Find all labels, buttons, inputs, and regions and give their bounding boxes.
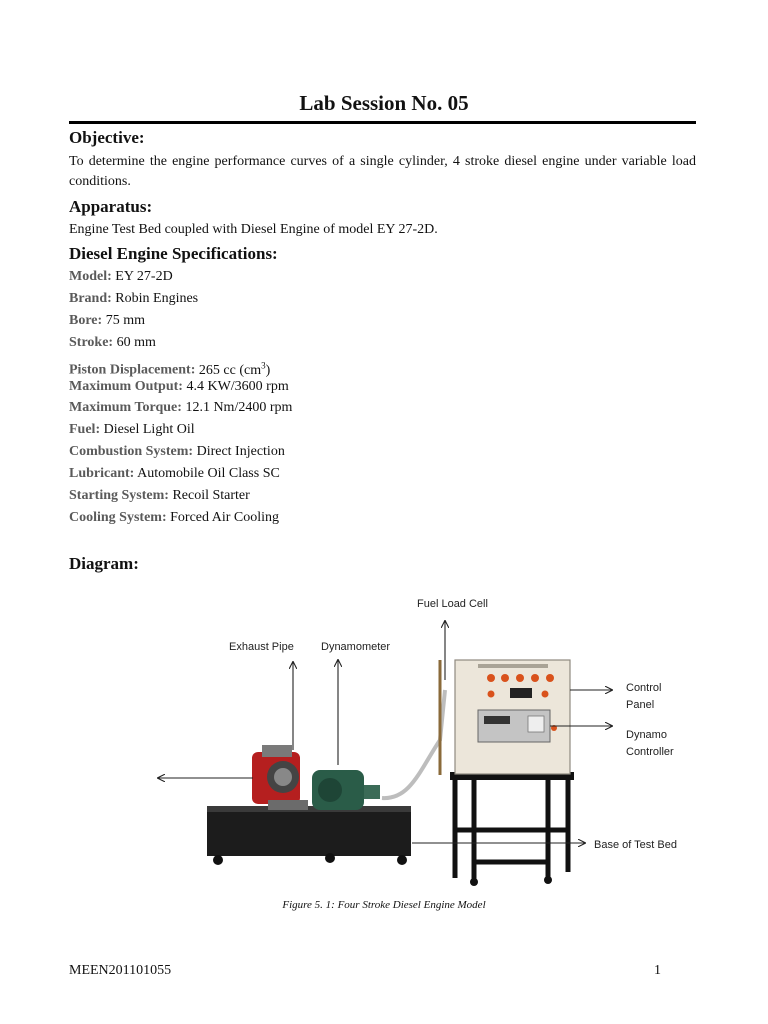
diesel-engine bbox=[252, 745, 308, 810]
spec-value bbox=[198, 360, 271, 378]
spec-item-max-torque bbox=[69, 398, 292, 418]
label-base-of-test-bed: Base of Test Bed bbox=[594, 839, 677, 851]
label-dynamo-controller-line2: Controller bbox=[626, 746, 674, 758]
spec-key: Lubricant: bbox=[69, 466, 135, 481]
spec-value: Robin Engines bbox=[115, 291, 199, 306]
spec-key: Bore: bbox=[69, 313, 103, 328]
spec-value: Direct Injection bbox=[196, 444, 285, 459]
spec-key: Maximum Output: bbox=[69, 379, 183, 394]
spec-value: 4.4 KW/3600 rpm bbox=[186, 379, 289, 394]
label-control-panel-line2: Panel bbox=[626, 699, 655, 711]
spec-item-combustion-system bbox=[69, 442, 285, 462]
control-cabinet bbox=[455, 660, 570, 774]
spec-key: Cooling System: bbox=[69, 510, 167, 525]
spec-item-bore bbox=[69, 311, 145, 331]
label-control-panel-line1: Control bbox=[626, 682, 662, 694]
spec-key: Stroke: bbox=[69, 335, 114, 350]
label-exhaust-pipe: Exhaust Pipe bbox=[229, 641, 294, 653]
label-dynamo-controller-line1: Dynamo bbox=[626, 729, 667, 741]
spec-key: Starting System: bbox=[69, 488, 169, 503]
spec-item-max-output bbox=[69, 377, 289, 397]
engine-test-bed-diagram bbox=[150, 590, 710, 895]
label-dynamometer: Dynamometer bbox=[321, 641, 391, 653]
spec-value: 75 mm bbox=[105, 313, 145, 328]
spec-item-starting-system bbox=[69, 486, 250, 506]
spec-key: Piston Displacement: bbox=[69, 362, 196, 378]
spec-item-brand bbox=[69, 289, 198, 309]
spec-item-lubricant bbox=[69, 464, 280, 484]
panel-stand bbox=[455, 776, 568, 882]
spec-value-suffix: ) bbox=[265, 362, 271, 378]
footer-id: MEEN201101055 bbox=[69, 963, 172, 978]
fuel-hose bbox=[382, 690, 445, 798]
spec-key: Combustion System: bbox=[69, 444, 194, 459]
spec-value: Forced Air Cooling bbox=[170, 510, 280, 525]
diagram-heading: Diagram: bbox=[69, 554, 139, 573]
spec-value: 60 mm bbox=[116, 335, 156, 350]
page-title: Lab Session No. 05 bbox=[299, 91, 469, 115]
spec-value: Diesel Light Oil bbox=[103, 422, 195, 437]
spec-key: Brand: bbox=[69, 291, 112, 306]
dynamometer bbox=[312, 770, 380, 810]
figure-caption: Figure 5. 1: Four Stroke Diesel Engine Model bbox=[282, 899, 486, 911]
spec-key: Fuel: bbox=[69, 422, 101, 437]
specifications-heading: Diesel Engine Specifications: bbox=[69, 244, 278, 263]
spec-key: Model: bbox=[69, 269, 112, 284]
apparatus-text: Engine Test Bed coupled with Diesel Engine of model EY 27-2D. bbox=[69, 222, 438, 237]
spec-value: 12.1 Nm/2400 rpm bbox=[185, 400, 293, 415]
test-bed-base-platform bbox=[207, 806, 411, 865]
spec-item-cooling-system bbox=[69, 508, 279, 528]
spec-item-stroke bbox=[69, 333, 156, 353]
spec-key: Maximum Torque: bbox=[69, 400, 182, 415]
spec-value-sup: 3 bbox=[261, 360, 266, 370]
footer-page-number: 1 bbox=[654, 963, 661, 978]
spec-item-model bbox=[69, 267, 173, 287]
spec-item-fuel bbox=[69, 420, 195, 440]
apparatus-heading: Apparatus: bbox=[69, 197, 153, 216]
spec-value-main: 265 cc (cm bbox=[198, 362, 262, 378]
label-fuel-load-cell: Fuel Load Cell bbox=[417, 598, 488, 610]
spec-value: Recoil Starter bbox=[172, 488, 250, 503]
objective-text: To determine the engine performance curves of a single cylinder, 4 stroke diesel engine under variable load conditions. bbox=[69, 154, 696, 189]
title-rule bbox=[69, 121, 696, 124]
spec-value: Automobile Oil Class SC bbox=[137, 466, 280, 481]
objective-heading: Objective: bbox=[69, 128, 145, 147]
spec-value: EY 27-2D bbox=[115, 269, 173, 284]
